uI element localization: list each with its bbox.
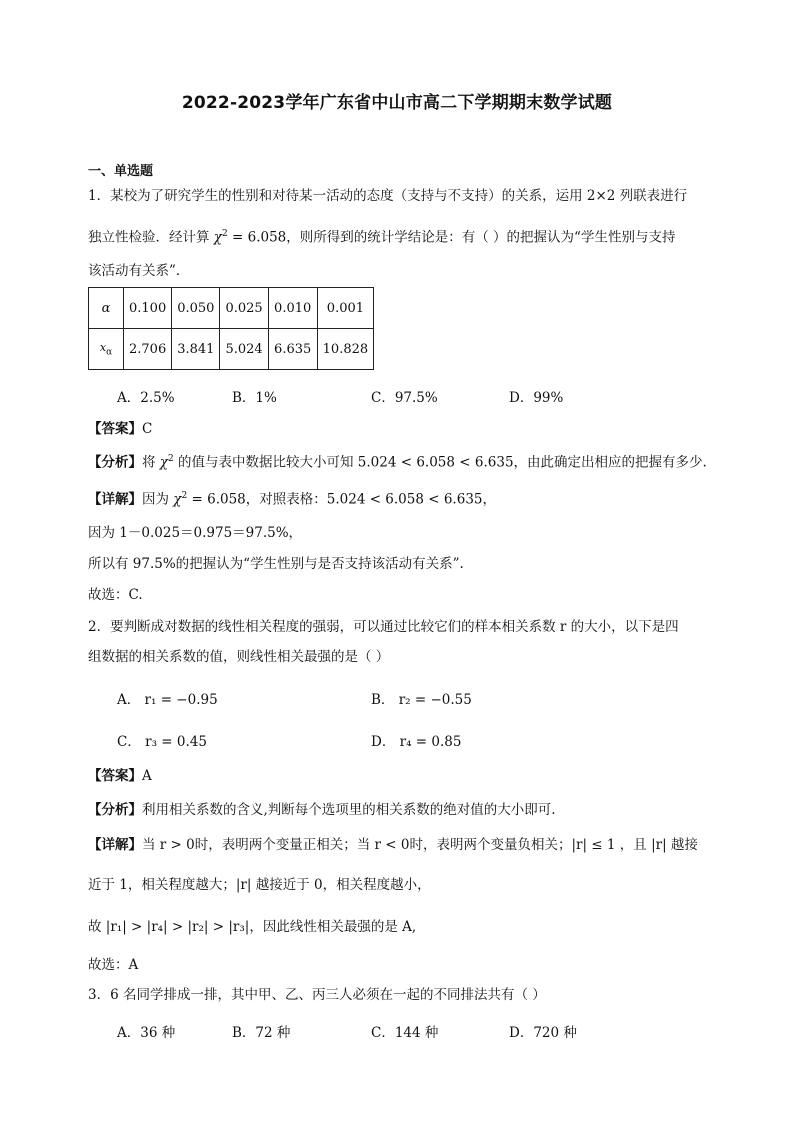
q1-stem-line1: 1．某校为了研究学生的性别和对待某一活动的态度（支持与不支持）的关系，运用 2×2 列联表进行 xyxy=(88,188,688,204)
q3-option-d: D．720 种 xyxy=(509,1025,577,1041)
q2-option-a: A． r₁ = −0.95 xyxy=(117,692,218,708)
q1-because-line: 因为 1－0.025＝0.975＝97.5%， xyxy=(88,525,303,541)
q1-option-d: D．99% xyxy=(509,390,564,406)
q2-answer: 【答案】A xyxy=(88,768,152,784)
q2-option-b: B． r₂ = −0.55 xyxy=(371,692,472,708)
table-row xyxy=(89,329,374,370)
q2-detail-line2: 近于 1，相关程度越大；|r| 越接近于 0，相关程度越小， xyxy=(88,877,431,893)
table-cell: 10.828 xyxy=(317,329,374,370)
q1-answer: 【答案】C xyxy=(88,421,153,437)
table-header-x: $x_\alpha$ xyxy=(89,329,124,370)
critical-value-table xyxy=(88,287,374,370)
q1-option-b: B．1% xyxy=(232,390,277,406)
q1-stem-line3: 该活动有关系”． xyxy=(88,263,190,279)
q2-choose: 故选：A xyxy=(88,957,139,973)
q1-choose: 故选：C. xyxy=(88,587,143,603)
q3-option-a: A．36 种 xyxy=(117,1025,176,1041)
q1-stem-line2: 独立性检验．经计算 $\chi^2 = 6.058$，则所得到的统计学结论是：有（ ）的把握认为“学生性别与支持 xyxy=(88,229,676,246)
table-cell: 0.100 xyxy=(124,288,172,329)
document-title: 2022-2023学年广东省中山市高二下学期期末数学试题 xyxy=(181,93,613,113)
q2-detail-line3: 故 |r₁| > |r₄| > |r₂| > |r₃|，因此线性相关最强的是 A, xyxy=(88,919,417,935)
q3-option-b: B．72 种 xyxy=(232,1025,291,1041)
table-cell: 6.635 xyxy=(268,329,317,370)
q2-stem-line1: 2．要判断成对数据的线性相关程度的强弱，可以通过比较它们的样本相关系数 r 的大小，以下是四 xyxy=(88,619,679,635)
q2-analysis: 【分析】利用相关系数的含义,判断每个选项里的相关系数的绝对值的大小即可. xyxy=(88,802,556,818)
table-cell: 5.024 xyxy=(220,329,268,370)
q3-stem-line1: 3．6 名同学排成一排，其中甲、乙、丙三人必须在一起的不同排法共有（ ） xyxy=(88,987,546,1003)
q2-detail: 【详解】当 r > 0时，表明两个变量正相关；当 r < 0时，表明两个变量负相关；|r| ≤ 1 ，且 |r| 越接 xyxy=(88,837,698,853)
table-cell: 0.010 xyxy=(268,288,317,329)
table-cell: 2.706 xyxy=(124,329,172,370)
chi-symbol: χ xyxy=(213,229,222,246)
table-cell: 0.050 xyxy=(172,288,220,329)
q2-option-c: C． r₃ = 0.45 xyxy=(117,734,207,750)
section-heading: 一、单选题 xyxy=(88,164,154,179)
q2-stem-line2: 组数据的相关系数的值，则线性相关最强的是（ ） xyxy=(88,649,390,665)
q1-conclusion-line: 所以有 97.5%的把握认为“学生性别与是否支持该活动有关系”. xyxy=(88,556,464,572)
q1-option-a: A．2.5% xyxy=(117,390,175,406)
q1-detail: 【详解】因为 $\chi^2 = 6.058$，对照表格：5.024 < 6.058 < 6.635， xyxy=(88,491,496,508)
q3-option-c: C．144 种 xyxy=(371,1025,439,1041)
table-header-alpha: α xyxy=(89,288,124,329)
table-cell: 0.025 xyxy=(220,288,268,329)
q1-option-c: C．97.5% xyxy=(371,390,438,406)
q1-analysis: 【分析】将 $\chi^2$ 的值与表中数据比较大小可知 5.024 < 6.058 < 6.635，由此确定出相应的把握有多少. xyxy=(88,454,707,471)
q2-option-d: D． r₄ = 0.85 xyxy=(371,734,462,750)
table-cell: 0.001 xyxy=(317,288,374,329)
table-cell: 3.841 xyxy=(172,329,220,370)
table-row xyxy=(89,288,374,329)
